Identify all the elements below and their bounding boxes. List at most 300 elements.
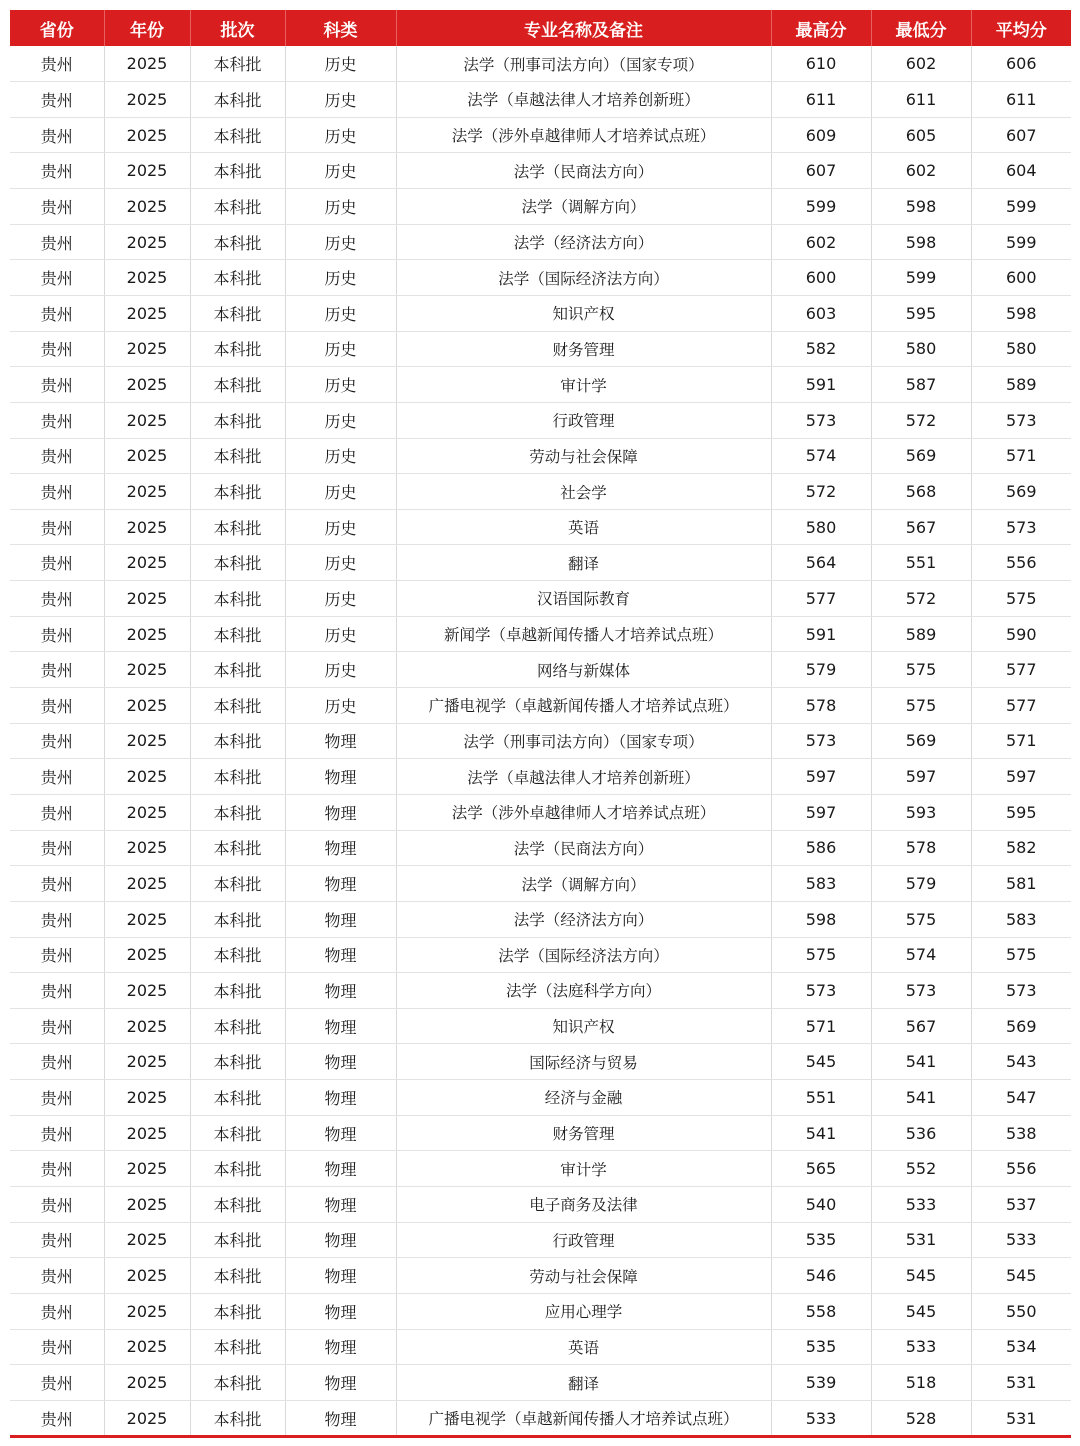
cell-max-score: 591: [771, 616, 871, 652]
cell-province: 贵州: [10, 1293, 104, 1329]
table-row: [10, 1293, 1071, 1329]
cell-avg-score: 590: [971, 616, 1071, 652]
cell-batch: 本科批: [190, 82, 285, 118]
cell-min-score: 528: [871, 1400, 971, 1436]
cell-major: 新闻学（卓越新闻传播人才培养试点班）: [396, 616, 771, 652]
cell-major: 国际经济与贸易: [396, 1044, 771, 1080]
cell-year: 2025: [104, 117, 190, 153]
cell-avg-score: 556: [971, 545, 1071, 581]
table-row: [10, 616, 1071, 652]
cell-min-score: 575: [871, 901, 971, 937]
cell-max-score: 564: [771, 545, 871, 581]
cell-subject: 物理: [285, 794, 396, 830]
cell-avg-score: 547: [971, 1080, 1071, 1116]
cell-subject: 历史: [285, 260, 396, 296]
cell-avg-score: 545: [971, 1258, 1071, 1294]
cell-min-score: 572: [871, 581, 971, 617]
cell-province: 贵州: [10, 901, 104, 937]
cell-batch: 本科批: [190, 224, 285, 260]
cell-major: 法学（法庭科学方向）: [396, 973, 771, 1009]
cell-max-score: 572: [771, 474, 871, 510]
cell-subject: 历史: [285, 581, 396, 617]
cell-avg-score: 598: [971, 295, 1071, 331]
cell-max-score: 597: [771, 759, 871, 795]
cell-year: 2025: [104, 153, 190, 189]
cell-major: 法学（涉外卓越律师人才培养试点班）: [396, 117, 771, 153]
cell-min-score: 533: [871, 1329, 971, 1365]
table-row: [10, 1187, 1071, 1223]
table-row: [10, 402, 1071, 438]
cell-batch: 本科批: [190, 688, 285, 724]
cell-year: 2025: [104, 1187, 190, 1223]
cell-subject: 历史: [285, 295, 396, 331]
cell-major: 行政管理: [396, 402, 771, 438]
cell-batch: 本科批: [190, 367, 285, 403]
cell-province: 贵州: [10, 153, 104, 189]
cell-avg-score: 597: [971, 759, 1071, 795]
admission-scores-table-container: [10, 10, 1071, 1436]
col-header-province: 省份: [10, 10, 104, 46]
table-row: [10, 1080, 1071, 1116]
col-header-major: 专业名称及备注: [396, 10, 771, 46]
cell-province: 贵州: [10, 402, 104, 438]
cell-avg-score: 543: [971, 1044, 1071, 1080]
cell-max-score: 575: [771, 937, 871, 973]
table-row: [10, 117, 1071, 153]
cell-province: 贵州: [10, 189, 104, 225]
cell-major: 广播电视学（卓越新闻传播人才培养试点班）: [396, 1400, 771, 1436]
cell-province: 贵州: [10, 688, 104, 724]
cell-min-score: 597: [871, 759, 971, 795]
cell-province: 贵州: [10, 866, 104, 902]
cell-max-score: 571: [771, 1008, 871, 1044]
cell-min-score: 593: [871, 794, 971, 830]
cell-major: 翻译: [396, 1365, 771, 1401]
table-row: [10, 545, 1071, 581]
cell-min-score: 569: [871, 438, 971, 474]
cell-max-score: 578: [771, 688, 871, 724]
table-header: [10, 10, 1071, 46]
cell-year: 2025: [104, 1365, 190, 1401]
cell-subject: 历史: [285, 509, 396, 545]
cell-batch: 本科批: [190, 117, 285, 153]
cell-max-score: 591: [771, 367, 871, 403]
table-row: [10, 1008, 1071, 1044]
cell-avg-score: 577: [971, 688, 1071, 724]
cell-avg-score: 569: [971, 1008, 1071, 1044]
cell-province: 贵州: [10, 759, 104, 795]
cell-province: 贵州: [10, 509, 104, 545]
cell-min-score: 587: [871, 367, 971, 403]
cell-avg-score: 538: [971, 1115, 1071, 1151]
cell-major: 行政管理: [396, 1222, 771, 1258]
cell-subject: 历史: [285, 331, 396, 367]
cell-max-score: 539: [771, 1365, 871, 1401]
cell-major: 汉语国际教育: [396, 581, 771, 617]
cell-subject: 历史: [285, 224, 396, 260]
cell-avg-score: 577: [971, 652, 1071, 688]
cell-major: 英语: [396, 1329, 771, 1365]
table-row: [10, 688, 1071, 724]
cell-year: 2025: [104, 260, 190, 296]
cell-avg-score: 534: [971, 1329, 1071, 1365]
table-row: [10, 581, 1071, 617]
cell-major: 经济与金融: [396, 1080, 771, 1116]
cell-year: 2025: [104, 688, 190, 724]
cell-batch: 本科批: [190, 153, 285, 189]
cell-subject: 物理: [285, 1329, 396, 1365]
table-row: [10, 331, 1071, 367]
cell-batch: 本科批: [190, 260, 285, 296]
col-header-max-score: 最高分: [771, 10, 871, 46]
cell-major: 网络与新媒体: [396, 652, 771, 688]
cell-avg-score: 531: [971, 1400, 1071, 1436]
cell-min-score: 572: [871, 402, 971, 438]
cell-year: 2025: [104, 1293, 190, 1329]
cell-subject: 物理: [285, 1258, 396, 1294]
cell-year: 2025: [104, 723, 190, 759]
cell-year: 2025: [104, 1400, 190, 1436]
cell-avg-score: 573: [971, 509, 1071, 545]
cell-province: 贵州: [10, 474, 104, 510]
cell-subject: 物理: [285, 1151, 396, 1187]
table-row: [10, 901, 1071, 937]
cell-province: 贵州: [10, 1151, 104, 1187]
cell-year: 2025: [104, 545, 190, 581]
cell-max-score: 580: [771, 509, 871, 545]
cell-major: 财务管理: [396, 331, 771, 367]
cell-max-score: 611: [771, 82, 871, 118]
cell-batch: 本科批: [190, 901, 285, 937]
cell-province: 贵州: [10, 1365, 104, 1401]
table-row: [10, 1365, 1071, 1401]
cell-subject: 物理: [285, 973, 396, 1009]
cell-province: 贵州: [10, 1222, 104, 1258]
col-header-min-score: 最低分: [871, 10, 971, 46]
cell-year: 2025: [104, 794, 190, 830]
table-row: [10, 1222, 1071, 1258]
cell-year: 2025: [104, 830, 190, 866]
cell-major: 审计学: [396, 367, 771, 403]
cell-province: 贵州: [10, 1080, 104, 1116]
cell-avg-score: 571: [971, 723, 1071, 759]
cell-avg-score: 533: [971, 1222, 1071, 1258]
cell-major: 法学（调解方向）: [396, 866, 771, 902]
cell-batch: 本科批: [190, 438, 285, 474]
cell-major: 英语: [396, 509, 771, 545]
cell-avg-score: 606: [971, 46, 1071, 82]
col-header-avg-score: 平均分: [995, 20, 1047, 41]
cell-max-score: 597: [771, 794, 871, 830]
cell-min-score: 536: [871, 1115, 971, 1151]
cell-subject: 物理: [285, 830, 396, 866]
cell-min-score: 545: [871, 1258, 971, 1294]
cell-min-score: 605: [871, 117, 971, 153]
cell-subject: 历史: [285, 438, 396, 474]
cell-subject: 物理: [285, 1187, 396, 1223]
cell-subject: 历史: [285, 402, 396, 438]
cell-batch: 本科批: [190, 402, 285, 438]
cell-max-score: 540: [771, 1187, 871, 1223]
cell-min-score: 569: [871, 723, 971, 759]
cell-max-score: 599: [771, 189, 871, 225]
cell-max-score: 541: [771, 1115, 871, 1151]
cell-batch: 本科批: [190, 1115, 285, 1151]
cell-avg-score: 589: [971, 367, 1071, 403]
cell-major: 劳动与社会保障: [396, 1258, 771, 1294]
cell-max-score: 573: [771, 723, 871, 759]
table-row: [10, 474, 1071, 510]
cell-major: 法学（卓越法律人才培养创新班）: [396, 82, 771, 118]
table-row: [10, 973, 1071, 1009]
cell-year: 2025: [104, 759, 190, 795]
cell-province: 贵州: [10, 331, 104, 367]
cell-max-score: 535: [771, 1329, 871, 1365]
cell-avg-score: 607: [971, 117, 1071, 153]
cell-subject: 历史: [285, 117, 396, 153]
cell-max-score: 603: [771, 295, 871, 331]
table-row: [10, 367, 1071, 403]
cell-min-score: 552: [871, 1151, 971, 1187]
cell-province: 贵州: [10, 581, 104, 617]
cell-max-score: 579: [771, 652, 871, 688]
table-row: [10, 224, 1071, 260]
cell-batch: 本科批: [190, 545, 285, 581]
table-row: [10, 46, 1071, 82]
cell-year: 2025: [104, 509, 190, 545]
cell-subject: 物理: [285, 759, 396, 795]
cell-subject: 历史: [285, 367, 396, 403]
cell-max-score: 533: [771, 1400, 871, 1436]
cell-province: 贵州: [10, 1187, 104, 1223]
cell-batch: 本科批: [190, 616, 285, 652]
table-row: [10, 295, 1071, 331]
cell-province: 贵州: [10, 438, 104, 474]
cell-province: 贵州: [10, 1258, 104, 1294]
cell-year: 2025: [104, 189, 190, 225]
cell-major: 法学（刑事司法方向）（国家专项）: [396, 723, 771, 759]
cell-subject: 历史: [285, 688, 396, 724]
cell-subject: 物理: [285, 901, 396, 937]
cell-subject: 物理: [285, 1080, 396, 1116]
cell-subject: 物理: [285, 1222, 396, 1258]
cell-major: 财务管理: [396, 1115, 771, 1151]
cell-avg-score: 550: [971, 1293, 1071, 1329]
cell-province: 贵州: [10, 652, 104, 688]
cell-subject: 物理: [285, 1008, 396, 1044]
cell-min-score: 531: [871, 1222, 971, 1258]
table-body: [10, 46, 1071, 1436]
cell-subject: 物理: [285, 1115, 396, 1151]
cell-max-score: 602: [771, 224, 871, 260]
cell-batch: 本科批: [190, 1258, 285, 1294]
cell-major: 法学（经济法方向）: [396, 224, 771, 260]
cell-province: 贵州: [10, 973, 104, 1009]
table-row: [10, 1258, 1071, 1294]
cell-subject: 历史: [285, 474, 396, 510]
cell-batch: 本科批: [190, 1008, 285, 1044]
table-row: [10, 1400, 1071, 1436]
cell-avg-score: 531: [971, 1365, 1071, 1401]
cell-year: 2025: [104, 901, 190, 937]
cell-batch: 本科批: [190, 331, 285, 367]
cell-province: 贵州: [10, 830, 104, 866]
cell-province: 贵州: [10, 937, 104, 973]
cell-max-score: 546: [771, 1258, 871, 1294]
cell-max-score: 586: [771, 830, 871, 866]
table-row: [10, 723, 1071, 759]
cell-province: 贵州: [10, 1044, 104, 1080]
cell-major: 广播电视学（卓越新闻传播人才培养试点班）: [396, 688, 771, 724]
table-row: [10, 1044, 1071, 1080]
cell-province: 贵州: [10, 295, 104, 331]
cell-province: 贵州: [10, 616, 104, 652]
cell-max-score: 583: [771, 866, 871, 902]
cell-major: 翻译: [396, 545, 771, 581]
header-row: [10, 10, 1071, 46]
cell-max-score: 574: [771, 438, 871, 474]
cell-min-score: 567: [871, 1008, 971, 1044]
cell-year: 2025: [104, 937, 190, 973]
cell-major: 法学（国际经济法方向）: [396, 937, 771, 973]
cell-batch: 本科批: [190, 1080, 285, 1116]
cell-year: 2025: [104, 402, 190, 438]
cell-year: 2025: [104, 331, 190, 367]
cell-batch: 本科批: [190, 1365, 285, 1401]
cell-min-score: 541: [871, 1044, 971, 1080]
cell-subject: 历史: [285, 652, 396, 688]
cell-avg-score: 583: [971, 901, 1071, 937]
cell-year: 2025: [104, 474, 190, 510]
cell-year: 2025: [104, 46, 190, 82]
cell-max-score: 573: [771, 973, 871, 1009]
cell-avg-score: 611: [971, 82, 1071, 118]
col-header-subject: 科类: [285, 10, 396, 46]
cell-year: 2025: [104, 438, 190, 474]
table-row: [10, 82, 1071, 118]
bottom-rule: [10, 1435, 1071, 1438]
cell-subject: 物理: [285, 1365, 396, 1401]
cell-max-score: 573: [771, 402, 871, 438]
table-row: [10, 652, 1071, 688]
cell-max-score: 607: [771, 153, 871, 189]
cell-batch: 本科批: [190, 1400, 285, 1436]
cell-year: 2025: [104, 1080, 190, 1116]
cell-min-score: 575: [871, 688, 971, 724]
cell-province: 贵州: [10, 1329, 104, 1365]
cell-min-score: 602: [871, 46, 971, 82]
cell-province: 贵州: [10, 1115, 104, 1151]
cell-batch: 本科批: [190, 474, 285, 510]
cell-avg-score: 569: [971, 474, 1071, 510]
cell-avg-score: 604: [971, 153, 1071, 189]
cell-avg-score: 582: [971, 830, 1071, 866]
cell-batch: 本科批: [190, 973, 285, 1009]
table-row: [10, 509, 1071, 545]
cell-batch: 本科批: [190, 581, 285, 617]
table-row: [10, 260, 1071, 296]
cell-year: 2025: [104, 973, 190, 1009]
cell-year: 2025: [104, 295, 190, 331]
cell-major: 法学（调解方向）: [396, 189, 771, 225]
cell-min-score: 602: [871, 153, 971, 189]
table-row: [10, 1151, 1071, 1187]
table-row: [10, 830, 1071, 866]
cell-batch: 本科批: [190, 189, 285, 225]
cell-subject: 历史: [285, 153, 396, 189]
cell-major: 法学（刑事司法方向）（国家专项）: [396, 46, 771, 82]
cell-subject: 物理: [285, 1044, 396, 1080]
cell-max-score: 535: [771, 1222, 871, 1258]
cell-batch: 本科批: [190, 830, 285, 866]
cell-min-score: 574: [871, 937, 971, 973]
cell-province: 贵州: [10, 224, 104, 260]
cell-province: 贵州: [10, 794, 104, 830]
cell-min-score: 580: [871, 331, 971, 367]
cell-year: 2025: [104, 1222, 190, 1258]
cell-max-score: 600: [771, 260, 871, 296]
cell-batch: 本科批: [190, 1293, 285, 1329]
cell-subject: 物理: [285, 723, 396, 759]
col-header-batch: 批次: [190, 10, 285, 46]
cell-major: 法学（涉外卓越律师人才培养试点班）: [396, 794, 771, 830]
cell-min-score: 541: [871, 1080, 971, 1116]
cell-year: 2025: [104, 82, 190, 118]
cell-subject: 物理: [285, 937, 396, 973]
cell-subject: 历史: [285, 545, 396, 581]
table-row: [10, 866, 1071, 902]
cell-year: 2025: [104, 1258, 190, 1294]
cell-avg-score: 573: [971, 402, 1071, 438]
cell-major: 法学（民商法方向）: [396, 830, 771, 866]
cell-min-score: 578: [871, 830, 971, 866]
cell-batch: 本科批: [190, 1222, 285, 1258]
cell-avg-score: 595: [971, 794, 1071, 830]
cell-province: 贵州: [10, 260, 104, 296]
cell-avg-score: 573: [971, 973, 1071, 1009]
cell-avg-score: 599: [971, 189, 1071, 225]
cell-year: 2025: [104, 1151, 190, 1187]
cell-province: 贵州: [10, 1008, 104, 1044]
cell-avg-score: 575: [971, 581, 1071, 617]
cell-major: 劳动与社会保障: [396, 438, 771, 474]
cell-max-score: 609: [771, 117, 871, 153]
cell-max-score: 598: [771, 901, 871, 937]
cell-subject: 物理: [285, 866, 396, 902]
table-row: [10, 189, 1071, 225]
cell-year: 2025: [104, 866, 190, 902]
cell-subject: 历史: [285, 189, 396, 225]
table-row: [10, 1115, 1071, 1151]
cell-batch: 本科批: [190, 509, 285, 545]
cell-major: 审计学: [396, 1151, 771, 1187]
cell-avg-score: 537: [971, 1187, 1071, 1223]
cell-province: 贵州: [10, 82, 104, 118]
cell-year: 2025: [104, 367, 190, 403]
cell-min-score: 568: [871, 474, 971, 510]
cell-subject: 历史: [285, 616, 396, 652]
cell-major: 法学（国际经济法方向）: [396, 260, 771, 296]
col-header-year: 年份: [104, 10, 190, 46]
cell-major: 知识产权: [396, 1008, 771, 1044]
cell-min-score: 567: [871, 509, 971, 545]
cell-province: 贵州: [10, 1400, 104, 1436]
cell-batch: 本科批: [190, 46, 285, 82]
cell-avg-score: 556: [971, 1151, 1071, 1187]
cell-major: 知识产权: [396, 295, 771, 331]
cell-batch: 本科批: [190, 759, 285, 795]
cell-major: 法学（经济法方向）: [396, 901, 771, 937]
